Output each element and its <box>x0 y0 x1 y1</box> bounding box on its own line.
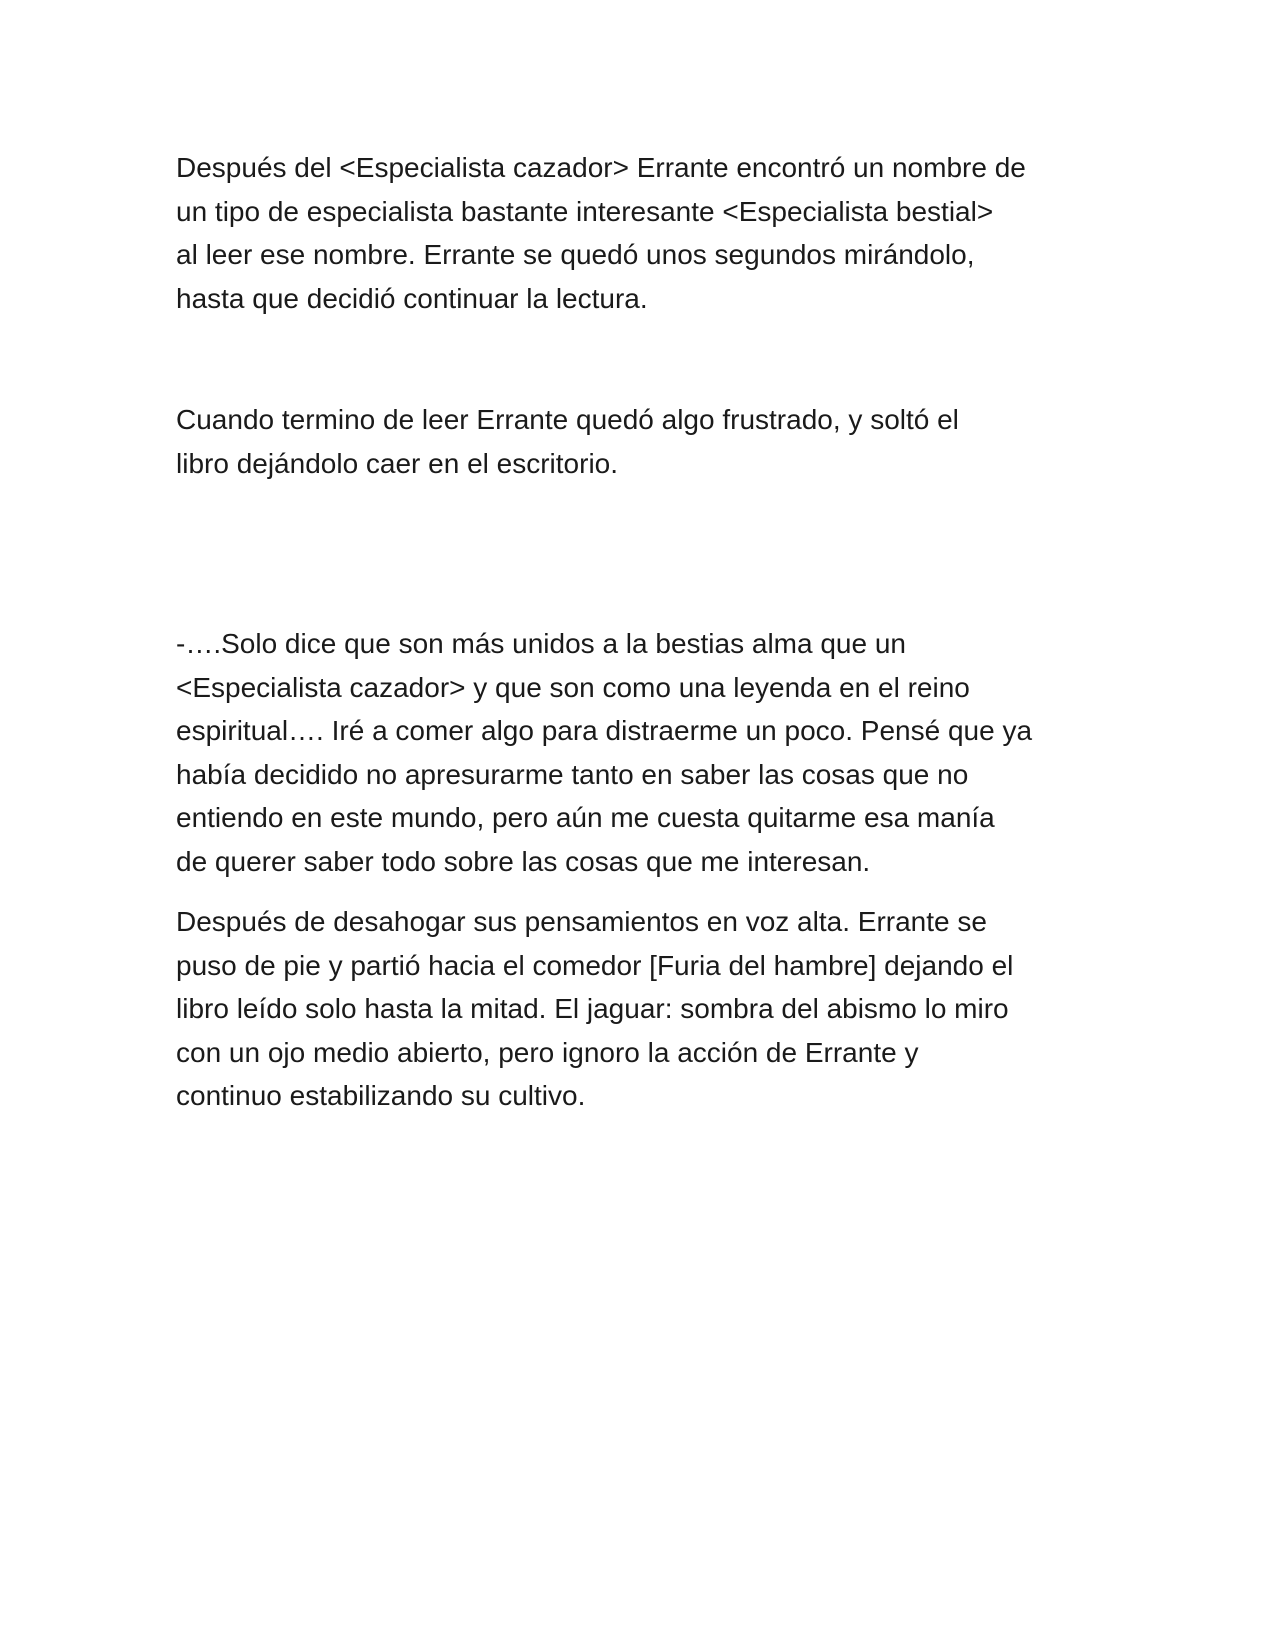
text-line: de querer saber todo sobre las cosas que me interesan. <box>176 845 871 877</box>
text-line: hasta que decidió continuar la lectura. <box>176 282 648 314</box>
text-line: espiritual…. Iré a comer algo para distraerme un poco. Pensé que ya <box>176 715 1033 746</box>
text-line: Cuando termino de leer Errante quedó algo frustrado, y soltó el <box>176 404 959 435</box>
text-line: continuo estabilizando su cultivo. <box>176 1080 586 1111</box>
paragraph <box>176 622 1136 883</box>
text-line: un tipo de especialista bastante interesante <Especialista bestial> <box>176 195 994 227</box>
text-line: al leer ese nombre. Errante se quedó unos segundos mirándolo, <box>176 239 975 270</box>
text-line: había decidido no apresurarme tanto en saber las cosas que no <box>176 758 969 790</box>
text-line: Después del <Especialista cazador> Errante encontró un nombre de <box>176 152 1026 183</box>
text-line: Después de desahogar sus pensamientos en voz alta. Errante se <box>176 906 987 937</box>
paragraph <box>176 146 1136 320</box>
text-line: <Especialista cazador> y que son como una leyenda en el reino <box>176 671 970 703</box>
paragraph <box>176 398 1136 485</box>
text-line: entiendo en este mundo, pero aún me cuesta quitarme esa manía <box>176 802 995 833</box>
text-line: -….Solo dice que son más unidos a la bestias alma que un <box>176 628 906 659</box>
text-line: libro leído solo hasta la mitad. El jaguar: sombra del abismo lo miro <box>176 993 1009 1024</box>
text-line: libro dejándolo caer en el escritorio. <box>176 447 619 479</box>
paragraph <box>176 900 1136 1118</box>
text-line: puso de pie y partió hacia el comedor [Furia del hambre] dejando el <box>176 949 1014 981</box>
text-line: con un ojo medio abierto, pero ignoro la acción de Errante y <box>176 1036 919 1068</box>
